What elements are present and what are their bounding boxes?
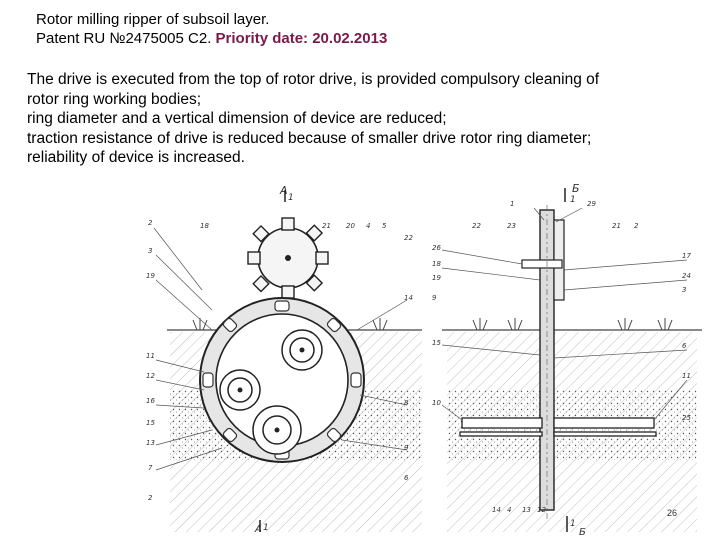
callout-r26: 26: [432, 244, 441, 252]
right-view: [432, 182, 702, 538]
drawing-svg: [142, 180, 714, 540]
description: [27, 70, 717, 168]
callout-r1: 1: [510, 200, 515, 208]
callout-r22: 22: [472, 222, 481, 230]
patent-number: Patent RU №2475005 C2.: [36, 30, 216, 47]
callout-14: 14: [404, 294, 413, 302]
patent-drawing: [142, 180, 714, 540]
callout-20: 20: [346, 222, 355, 230]
callout-3: 3: [148, 247, 153, 255]
callout-5: 5: [382, 222, 387, 230]
callout-r6: 6: [682, 342, 687, 350]
drive-gear: [248, 218, 328, 298]
callout-r15: 15: [432, 339, 441, 347]
callout-r13: 13: [522, 506, 531, 514]
callout-16: 16: [146, 397, 155, 405]
callout-r18: 18: [432, 260, 441, 268]
callout-8: 8: [404, 399, 409, 407]
callout-r19: 19: [432, 274, 441, 282]
callout-r3: 3: [682, 286, 687, 294]
description-line-1: The drive is executed from the top of rotor drive, is provided compulsory cleaning of: [27, 71, 600, 88]
callout-2a: 2: [148, 219, 153, 227]
section-a-top: A: [280, 184, 288, 197]
section-b-top: Б: [572, 182, 580, 195]
callout-r29: 29: [587, 200, 596, 208]
callout-22: 22: [404, 234, 413, 242]
callout-11: 11: [146, 352, 155, 360]
callout-r2: 2: [634, 222, 639, 230]
callout-12: 12: [146, 372, 155, 380]
callout-r11: 11: [682, 372, 691, 380]
section-b-bottom: Б: [579, 527, 586, 538]
callout-7: 7: [148, 464, 153, 472]
callout-9: 9: [404, 444, 409, 452]
title-line-2: [36, 29, 387, 48]
callout-19: 19: [146, 272, 155, 280]
section-a-bottom-num: 1: [263, 523, 269, 533]
callout-2b: 2: [148, 494, 153, 502]
callout-15: 15: [146, 419, 155, 427]
callout-r4: 4: [507, 506, 512, 514]
callout-r14: 14: [492, 506, 501, 514]
section-b-bottom-num: 1: [570, 519, 576, 529]
priority-date: Priority date: 20.02.2013: [215, 30, 388, 47]
description-line-2: rotor ring working bodies;: [27, 90, 202, 108]
callout-r24: 24: [682, 272, 691, 280]
callout-r25: 25: [682, 414, 691, 422]
callout-r23: 23: [507, 222, 516, 230]
left-view: [146, 184, 422, 535]
title-line-1: Rotor milling ripper of subsoil layer.: [36, 11, 270, 28]
callout-4: 4: [366, 222, 371, 230]
callout-18: 18: [200, 222, 209, 230]
callout-r10: 10: [432, 399, 441, 407]
section-a-top-num: 1: [288, 193, 294, 203]
callout-r9: 9: [432, 294, 437, 302]
description-line-5: reliability of device is increased.: [27, 149, 245, 166]
slide-title: [36, 10, 387, 48]
callout-6: 6: [404, 474, 409, 482]
page-number: 26: [667, 508, 678, 518]
section-a-bottom: А: [255, 524, 262, 535]
callout-21: 21: [322, 222, 331, 230]
description-line-3: ring diameter and a vertical dimension of device are reduced;: [27, 110, 447, 127]
callout-r17: 17: [682, 252, 691, 260]
section-b-top-num: 1: [570, 195, 576, 205]
callout-13: 13: [146, 439, 155, 447]
callout-r12: 12: [537, 506, 546, 514]
working-bodies: [460, 418, 656, 436]
callout-r21: 21: [612, 222, 621, 230]
description-line-4: traction resistance of drive is reduced because of smaller drive rotor ring diameter;: [27, 129, 592, 147]
